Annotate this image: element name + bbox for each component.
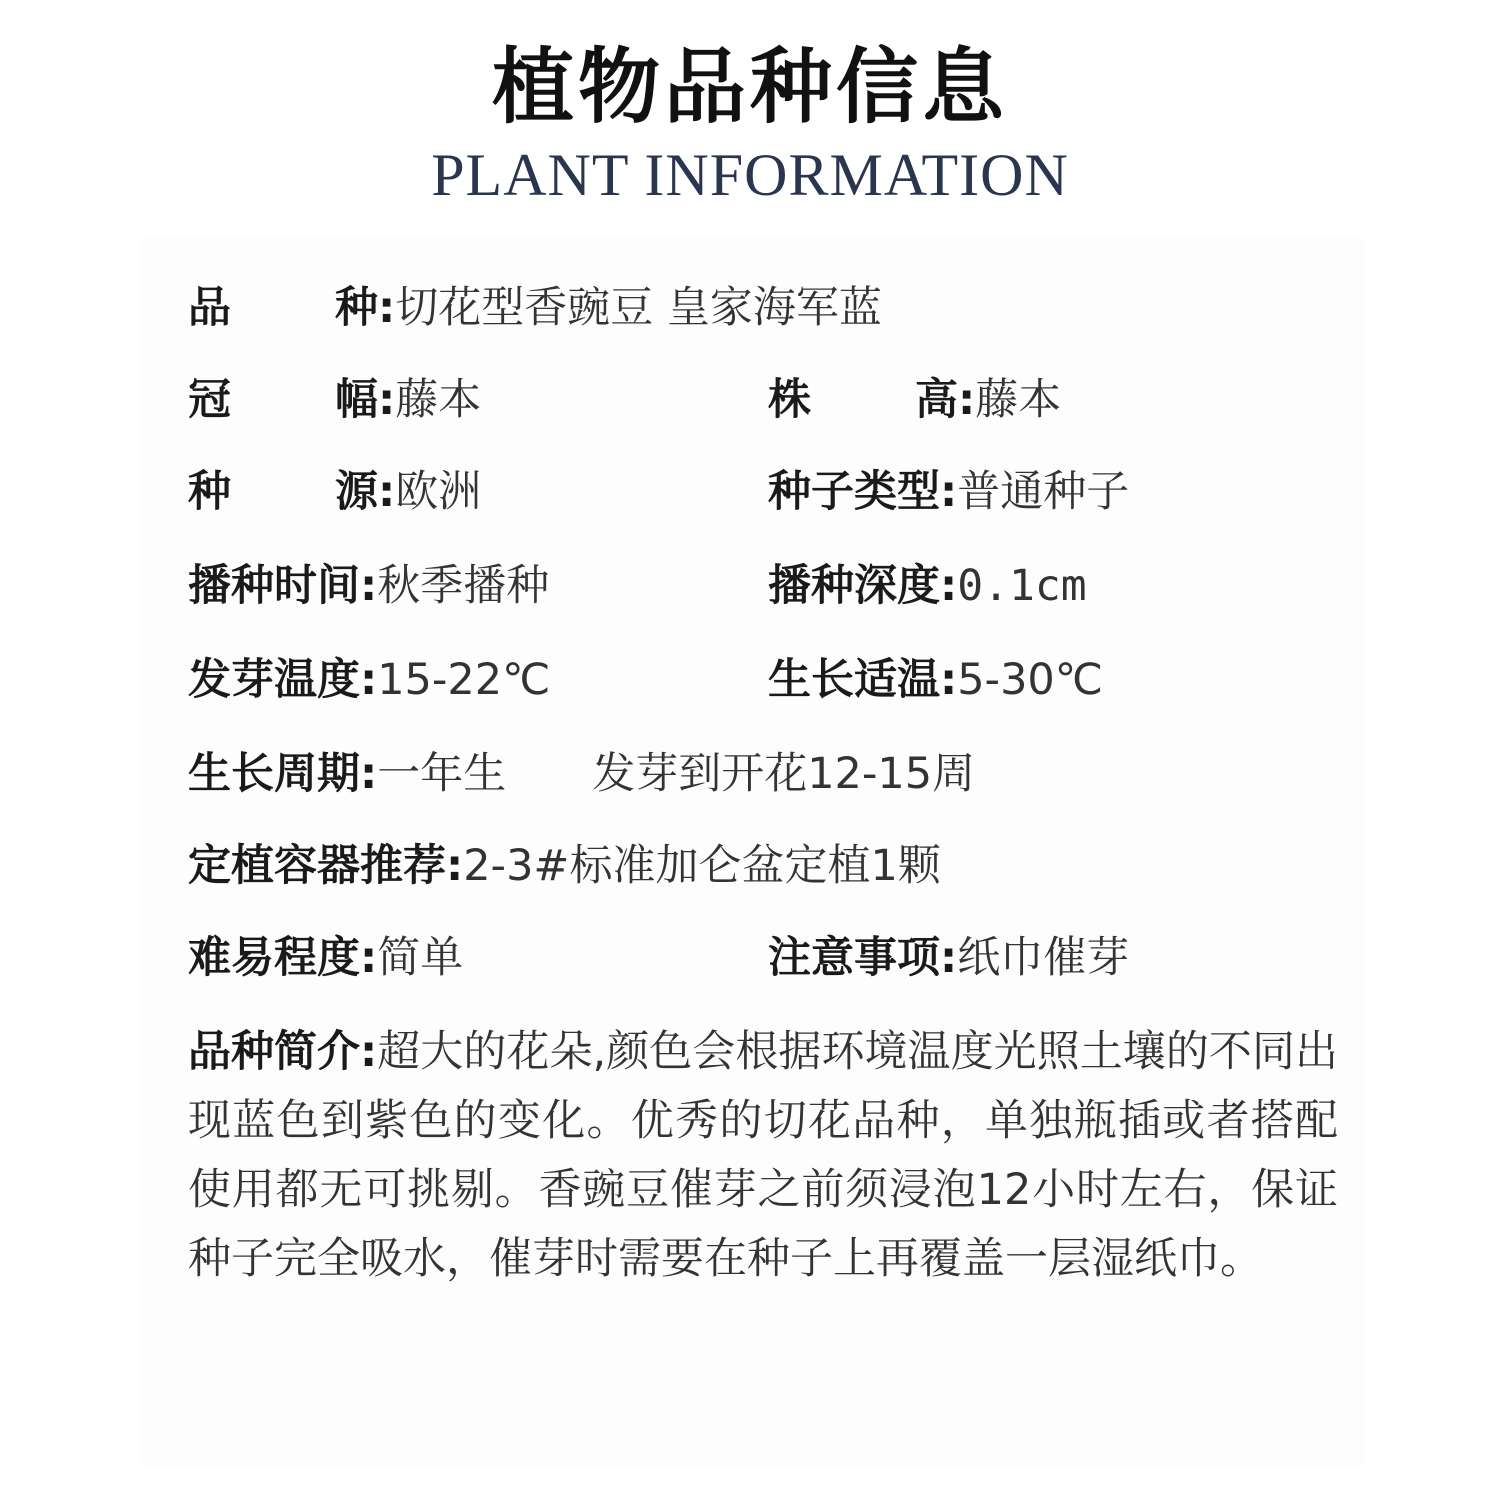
- seed-type-label: 种子类型: [768, 467, 940, 517]
- difficulty-value: 简单: [377, 933, 464, 983]
- colon: :: [360, 561, 378, 611]
- crown-value: 藤本: [395, 375, 482, 425]
- growth-temp-value: 5-30℃: [957, 655, 1104, 705]
- container-label: 定植容器推荐: [188, 841, 446, 891]
- sowing-depth-value: 0.1cm: [957, 561, 1087, 611]
- crown-height-row: [188, 370, 1388, 430]
- notes-label: 注意事项: [768, 933, 940, 983]
- growth-cycle-value: 一年生 发芽到开花12-15周: [377, 749, 976, 799]
- colon: :: [446, 841, 464, 891]
- colon: :: [360, 749, 378, 799]
- height-label-char-1: 株: [768, 375, 811, 425]
- sowing-depth-field: [768, 556, 1087, 616]
- height-label: [768, 370, 958, 430]
- crown-label: [188, 370, 378, 430]
- height-label-char-2: 高: [915, 375, 958, 425]
- origin-label: [188, 462, 378, 522]
- colon: :: [378, 375, 396, 425]
- height-field: [768, 370, 1061, 430]
- germination-temp-value: 15-22℃: [377, 655, 551, 705]
- intro-label: 品种简介: [188, 1027, 360, 1077]
- crown-label-char-2: 幅: [335, 375, 378, 425]
- notes-value: 纸巾催芽: [957, 933, 1130, 983]
- sowing-time-value: 秋季播种: [377, 561, 550, 611]
- difficulty-label: 难易程度: [188, 933, 360, 983]
- colon: :: [940, 561, 958, 611]
- notes-field: [768, 928, 1129, 988]
- crown-label-char-1: 冠: [188, 375, 231, 425]
- seed-type-field: [768, 462, 1129, 522]
- colon: :: [940, 467, 958, 517]
- growth-temp-label: 生长适温: [768, 655, 940, 705]
- variety-label: [188, 278, 378, 338]
- germination-temp-label: 发芽温度: [188, 655, 360, 705]
- colon: :: [360, 655, 378, 705]
- growth-temp-field: [768, 650, 1103, 710]
- variety-label-char-2: 种: [335, 283, 378, 333]
- page-title: 植物品种信息: [491, 40, 1008, 135]
- page-subtitle: PLANT INFORMATION: [431, 142, 1069, 208]
- colon: :: [378, 283, 396, 333]
- sowing-row: [188, 556, 1388, 616]
- seed-type-value: 普通种子: [957, 467, 1130, 517]
- intro-value: 超大的花朵,颜色会根据环境温度光照土壤的不同出现蓝色到紫色的变化。优秀的切花品种，单独瓶插或者搭配使用都无可挑剔。香豌豆催芽之前须浸泡12小时左右，保证种子完全吸水，催芽时需要在种子上再覆盖一层湿纸巾。: [188, 1027, 1338, 1284]
- height-value: 藤本: [975, 375, 1062, 425]
- growth-cycle-row: [188, 744, 975, 804]
- sowing-time-label: 播种时间: [188, 561, 360, 611]
- sowing-depth-label: 播种深度: [768, 561, 940, 611]
- origin-seedtype-row: [188, 462, 1388, 522]
- growth-cycle-label: 生长周期: [188, 749, 360, 799]
- origin-value: 欧洲: [395, 467, 482, 517]
- colon: :: [378, 467, 396, 517]
- variety-value: 切花型香豌豆 皇家海军蓝: [395, 283, 882, 333]
- variety-label-char-1: 品: [188, 283, 231, 333]
- colon: :: [940, 655, 958, 705]
- container-value: 2-3#标准加仑盆定植1颗: [463, 841, 941, 891]
- variety-row: [188, 278, 882, 338]
- container-row: [188, 836, 941, 896]
- origin-label-char-1: 种: [188, 467, 231, 517]
- colon: :: [360, 1027, 378, 1077]
- colon: :: [958, 375, 976, 425]
- intro-paragraph: [188, 1018, 1338, 1294]
- colon: :: [360, 933, 378, 983]
- temperature-row: [188, 650, 1388, 710]
- difficulty-notes-row: [188, 928, 1388, 988]
- colon: :: [940, 933, 958, 983]
- origin-label-char-2: 源: [335, 467, 378, 517]
